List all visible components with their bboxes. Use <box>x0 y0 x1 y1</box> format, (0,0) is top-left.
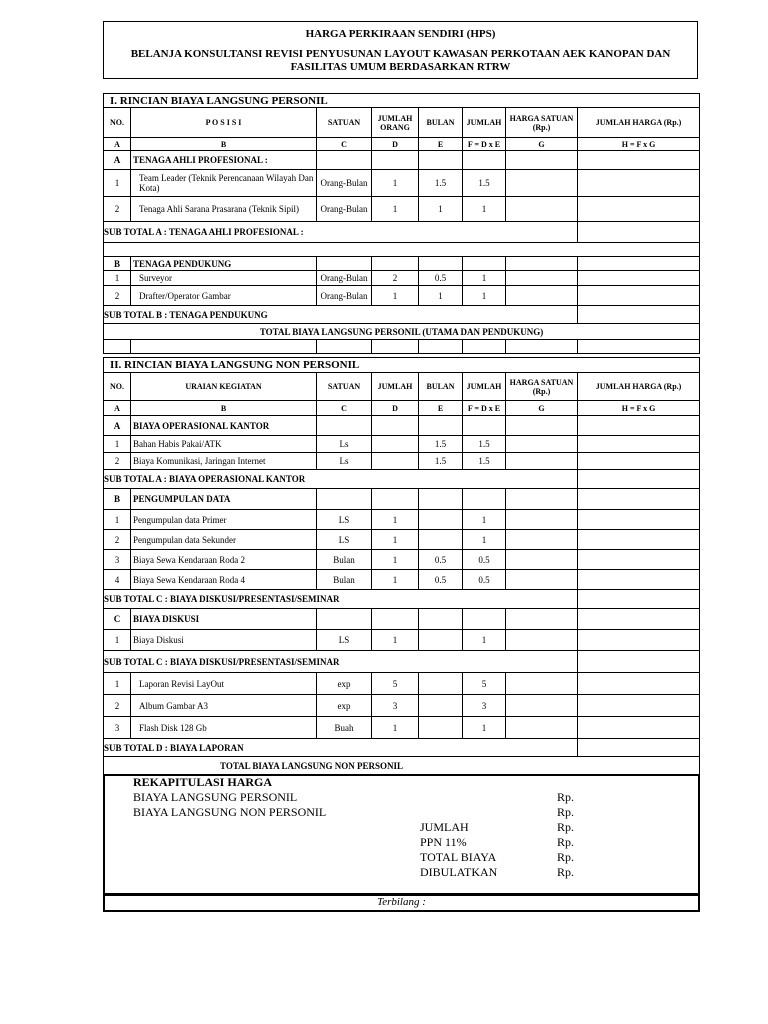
col-header: HARGA SATUAN (Rp.) <box>506 108 578 138</box>
row-e: 1.5 <box>419 170 463 197</box>
row-e: 0.5 <box>419 271 463 286</box>
col-header: JUMLAH <box>463 108 506 138</box>
row-name: Team Leader (Teknik Perencanaan Wilayah Dan Kota) <box>131 170 317 197</box>
col-header: SATUAN <box>317 108 372 138</box>
row-no: 1 <box>104 510 131 530</box>
col-code: D <box>372 401 419 416</box>
row-satuan: Orang-Bulan <box>317 197 372 222</box>
row-no: 2 <box>104 695 131 717</box>
table-row <box>104 436 700 453</box>
row-satuan: LS <box>317 630 372 651</box>
row-e: 0.5 <box>419 570 463 590</box>
row-name: Laporan Revisi LayOut <box>131 673 317 695</box>
col-header: JUMLAH <box>372 373 419 401</box>
row-d: 1 <box>372 550 419 570</box>
rekap-rp: Rp. <box>557 790 575 804</box>
row-name: Biaya Komunikasi, Jaringan Internet <box>131 453 317 470</box>
row-f: 3 <box>463 695 506 717</box>
row-f: 1.5 <box>463 170 506 197</box>
row-no: 2 <box>104 197 131 222</box>
row-d: 1 <box>372 286 419 306</box>
table-row <box>104 530 700 550</box>
col-code: A <box>104 138 131 151</box>
row-no: 1 <box>104 436 131 453</box>
col-code: B <box>131 138 317 151</box>
row-name: Tenaga Ahli Sarana Prasarana (Teknik Sipil) <box>131 197 317 222</box>
col-header: JUMLAH HARGA (Rp.) <box>578 108 700 138</box>
row-d <box>372 436 419 453</box>
group-label: TENAGA AHLI PROFESIONAL : <box>131 151 317 170</box>
rekap-total-label: TOTAL BIAYA <box>420 850 497 864</box>
terbilang-row: Terbilang : <box>103 895 700 912</box>
col-code: A <box>104 401 131 416</box>
rekap-rp: Rp. <box>557 865 575 879</box>
personil-table <box>103 93 700 354</box>
col-header: JUMLAH ORANG <box>372 108 419 138</box>
row-f: 0.5 <box>463 550 506 570</box>
col-code: F = D x E <box>463 401 506 416</box>
group-label: TENAGA PENDUKUNG <box>131 257 317 271</box>
subtotal-label: SUB TOTAL D : BIAYA LAPORAN <box>104 739 578 757</box>
table-row <box>104 510 700 530</box>
row-satuan: Bulan <box>317 550 372 570</box>
col-header: HARGA SATUAN (Rp.) <box>506 373 578 401</box>
row-e <box>419 717 463 739</box>
row-e: 1 <box>419 286 463 306</box>
row-name: Pengumpulan data Sekunder <box>131 530 317 550</box>
row-no: 3 <box>104 550 131 570</box>
row-name: Album Gambar A3 <box>131 695 317 717</box>
col-code: B <box>131 401 317 416</box>
group-label: BIAYA DISKUSI <box>131 609 317 630</box>
col-code: E <box>419 138 463 151</box>
col-header: BULAN <box>419 373 463 401</box>
row-f: 1.5 <box>463 436 506 453</box>
row-no: 2 <box>104 530 131 550</box>
rekapitulasi-box <box>103 774 700 895</box>
rekap-personil-label: BIAYA LANGSUNG PERSONIL <box>133 790 298 804</box>
document-header <box>103 21 698 79</box>
rekap-dibulatkan-label: DIBULATKAN <box>420 865 498 879</box>
row-f: 1.5 <box>463 453 506 470</box>
row-f: 1 <box>463 510 506 530</box>
row-d: 1 <box>372 570 419 590</box>
row-e: 0.5 <box>419 550 463 570</box>
row-e <box>419 630 463 651</box>
col-code: C <box>317 138 372 151</box>
group-code: C <box>104 609 131 630</box>
subtotal-label: SUB TOTAL C : BIAYA DISKUSI/PRESENTASI/SEMINAR <box>104 590 578 609</box>
table-row <box>104 717 700 739</box>
col-header: BULAN <box>419 108 463 138</box>
row-f: 1 <box>463 717 506 739</box>
row-satuan: LS <box>317 530 372 550</box>
col-header: JUMLAH HARGA (Rp.) <box>578 373 700 401</box>
row-satuan: exp <box>317 695 372 717</box>
table-row <box>104 170 700 197</box>
row-name: Flash Disk 128 Gb <box>131 717 317 739</box>
row-e <box>419 673 463 695</box>
table-row <box>104 271 700 286</box>
rekap-rp: Rp. <box>557 820 575 834</box>
row-f: 0.5 <box>463 570 506 590</box>
section-heading: I. RINCIAN BIAYA LANGSUNG PERSONIL <box>104 94 700 108</box>
rekap-rp: Rp. <box>557 835 575 849</box>
row-d: 1 <box>372 197 419 222</box>
row-e: 1.5 <box>419 436 463 453</box>
col-header: URAIAN KEGIATAN <box>131 373 317 401</box>
row-f: 1 <box>463 197 506 222</box>
row-name: Biaya Sewa Kendaraan Roda 2 <box>131 550 317 570</box>
col-header: NO. <box>104 373 131 401</box>
row-e <box>419 510 463 530</box>
row-satuan: Bulan <box>317 570 372 590</box>
row-no: 4 <box>104 570 131 590</box>
row-name: Biaya Diskusi <box>131 630 317 651</box>
row-e: 1.5 <box>419 453 463 470</box>
total-label: TOTAL BIAYA LANGSUNG PERSONIL (UTAMA DAN PENDUKUNG) <box>104 324 700 340</box>
col-code: G <box>506 138 578 151</box>
document-subtitle: BELANJA KONSULTANSI REVISI PENYUSUNAN LAYOUT KAWASAN PERKOTAAN AEK KANOPAN DAN FASILITAS UMUM BERDASARKAN RTRW <box>130 48 671 73</box>
col-code: G <box>506 401 578 416</box>
row-name: Pengumpulan data Primer <box>131 510 317 530</box>
row-d: 1 <box>372 717 419 739</box>
table-row <box>104 286 700 306</box>
row-no: 1 <box>104 271 131 286</box>
col-code: C <box>317 401 372 416</box>
group-code: A <box>104 151 131 170</box>
rekap-title: REKAPITULASI HARGA <box>133 775 273 789</box>
row-satuan: Orang-Bulan <box>317 286 372 306</box>
row-d <box>372 453 419 470</box>
row-f: 5 <box>463 673 506 695</box>
row-satuan: Buah <box>317 717 372 739</box>
document-title: HARGA PERKIRAAN SENDIRI (HPS) <box>305 28 496 40</box>
row-d: 2 <box>372 271 419 286</box>
subtotal-label: SUB TOTAL A : BIAYA OPERASIONAL KANTOR <box>104 470 578 489</box>
subtotal-label: SUB TOTAL A : TENAGA AHLI PROFESIONAL : <box>104 222 578 243</box>
row-name: Drafter/Operator Gambar <box>131 286 317 306</box>
rekap-jumlah-label: JUMLAH <box>420 820 469 834</box>
row-d: 5 <box>372 673 419 695</box>
subtotal-label: SUB TOTAL C : BIAYA DISKUSI/PRESENTASI/SEMINAR <box>104 651 578 673</box>
row-no: 2 <box>104 453 131 470</box>
row-e <box>419 695 463 717</box>
row-satuan: Ls <box>317 436 372 453</box>
table-row <box>104 197 700 222</box>
col-code: H = F x G <box>578 138 700 151</box>
group-label: BIAYA OPERASIONAL KANTOR <box>131 416 317 436</box>
group-code: A <box>104 416 131 436</box>
rekap-rp: Rp. <box>557 850 575 864</box>
row-no: 2 <box>104 286 131 306</box>
table-row <box>104 453 700 470</box>
row-satuan: exp <box>317 673 372 695</box>
row-d: 1 <box>372 510 419 530</box>
row-d: 1 <box>372 630 419 651</box>
rekap-rp: Rp. <box>557 805 575 819</box>
row-d: 1 <box>372 170 419 197</box>
row-no: 3 <box>104 717 131 739</box>
col-code: D <box>372 138 419 151</box>
row-satuan: Orang-Bulan <box>317 170 372 197</box>
row-no: 1 <box>104 170 131 197</box>
nonpersonil-table <box>103 357 700 775</box>
col-header: JUMLAH <box>463 373 506 401</box>
col-code: H = F x G <box>578 401 700 416</box>
rekap-ppn-label: PPN 11% <box>420 835 467 849</box>
row-e: 1 <box>419 197 463 222</box>
row-name: Biaya Sewa Kendaraan Roda 4 <box>131 570 317 590</box>
group-code: B <box>104 257 131 271</box>
row-f: 1 <box>463 286 506 306</box>
row-no: 1 <box>104 673 131 695</box>
row-d: 3 <box>372 695 419 717</box>
group-code: B <box>104 489 131 510</box>
col-header: SATUAN <box>317 373 372 401</box>
row-satuan: Ls <box>317 453 372 470</box>
col-header: NO. <box>104 108 131 138</box>
row-satuan: LS <box>317 510 372 530</box>
table-row <box>104 550 700 570</box>
row-no: 1 <box>104 630 131 651</box>
section-heading: II. RINCIAN BIAYA LANGSUNG NON PERSONIL <box>104 358 700 373</box>
row-e <box>419 530 463 550</box>
group-label: PENGUMPULAN DATA <box>131 489 317 510</box>
col-header: P O S I S I <box>131 108 317 138</box>
row-name: Surveyor <box>131 271 317 286</box>
row-f: 1 <box>463 271 506 286</box>
rekap-nonpersonil-label: BIAYA LANGSUNG NON PERSONIL <box>133 805 327 819</box>
table-row <box>104 673 700 695</box>
row-d: 1 <box>372 530 419 550</box>
table-row <box>104 630 700 651</box>
col-code: E <box>419 401 463 416</box>
table-row <box>104 695 700 717</box>
table-row <box>104 570 700 590</box>
row-satuan: Orang-Bulan <box>317 271 372 286</box>
row-f: 1 <box>463 630 506 651</box>
row-name: Bahan Habis Pakai/ATK <box>131 436 317 453</box>
total-label: TOTAL BIAYA LANGSUNG NON PERSONIL <box>104 757 700 775</box>
col-code: F = D x E <box>463 138 506 151</box>
row-f: 1 <box>463 530 506 550</box>
subtotal-label: SUB TOTAL B : TENAGA PENDUKUNG <box>104 306 578 324</box>
